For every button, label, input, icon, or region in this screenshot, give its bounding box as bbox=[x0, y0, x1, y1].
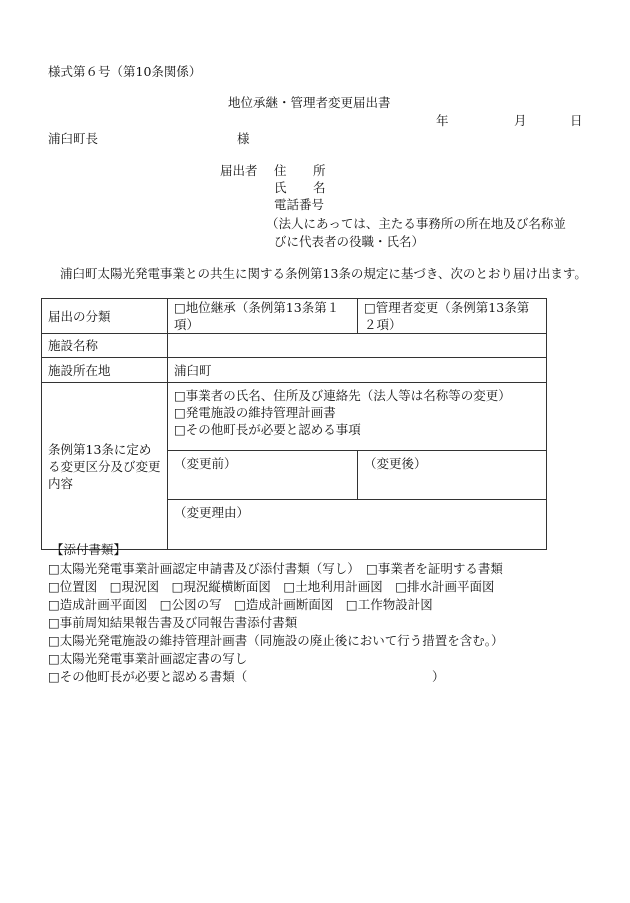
attachment-line-1[interactable]: □太陽光発電事業計画認定申請書及び添付書類（写し） □事業者を証明する書類 bbox=[48, 561, 503, 576]
addressee bbox=[48, 131, 250, 146]
table-row bbox=[42, 299, 547, 334]
document-title: 地位承継・管理者変更届出書 bbox=[228, 95, 391, 110]
addressee-name: 浦臼町長 bbox=[48, 131, 99, 146]
before-change-field[interactable] bbox=[168, 451, 358, 500]
change-item-operator-info-checkbox[interactable]: □事業者の氏名、住所及び連絡先（法人等は名称等の変更） bbox=[174, 388, 511, 403]
table-row bbox=[42, 383, 547, 451]
attachment-line-2[interactable]: □位置図 □現況図 □現況縦横断面図 □土地利用計画図 □排水計画平面図 bbox=[48, 579, 495, 594]
row-label-facility-name: 施設名称 bbox=[42, 334, 168, 358]
attachment-line-3[interactable]: □造成計画平面図 □公図の写 □造成計画断面図 □工作物設計図 bbox=[48, 597, 433, 612]
day-label: 日 bbox=[570, 113, 583, 128]
option-manager-change-checkbox[interactable]: □管理者変更（条例第13条第２項） bbox=[358, 299, 547, 334]
attachment-line-7[interactable] bbox=[48, 668, 445, 686]
facility-location-field[interactable]: 浦臼町 bbox=[168, 358, 547, 383]
option-succession-checkbox[interactable]: □地位継承（条例第13条第１項） bbox=[168, 299, 358, 334]
notifier-address-label: 住 所 bbox=[274, 163, 326, 178]
notification-form-table bbox=[41, 298, 547, 550]
change-category-options bbox=[168, 383, 547, 451]
change-item-other-checkbox[interactable]: □その他町長が必要と認める事項 bbox=[174, 422, 361, 437]
notifier-name-label: 氏 名 bbox=[274, 180, 326, 195]
corporate-note-line-1: （法人にあっては、主たる事務所の所在地及び名称並 bbox=[266, 216, 566, 231]
after-change-field[interactable] bbox=[358, 451, 547, 500]
change-reason-label: （変更理由） bbox=[174, 505, 250, 520]
row-label-facility-location: 施設所在地 bbox=[42, 358, 168, 383]
addressee-honorific: 様 bbox=[237, 131, 250, 146]
before-change-label: （変更前） bbox=[174, 456, 237, 471]
notifier-phone-label: 電話番号 bbox=[274, 197, 325, 212]
body-paragraph: 浦臼町太陽光発電事業との共生に関する条例第13条の規定に基づき、次のとおり届け出ます。 bbox=[60, 266, 587, 281]
table-row bbox=[42, 334, 547, 358]
attachments-heading: 【添付書類】 bbox=[51, 542, 127, 557]
change-item-maintenance-plan-checkbox[interactable]: □発電施設の維持管理計画書 bbox=[174, 405, 336, 420]
attachment-line-4[interactable]: □事前周知結果報告書及び同報告書添付書類 bbox=[48, 615, 298, 630]
month-label: 月 bbox=[514, 113, 527, 128]
notifier-heading: 届出者 bbox=[220, 163, 258, 178]
form-number-label: 様式第６号（第10条関係） bbox=[48, 64, 202, 79]
row-label-classification: 届出の分類 bbox=[42, 299, 168, 334]
corporate-note bbox=[266, 215, 586, 251]
facility-name-field[interactable] bbox=[168, 334, 547, 358]
after-change-label: （変更後） bbox=[364, 456, 427, 471]
change-reason-field[interactable] bbox=[168, 500, 547, 550]
table-row bbox=[42, 358, 547, 383]
attachment-line-5[interactable]: □太陽光発電施設の維持管理計画書（同施設の廃止後において行う措置を含む。） bbox=[48, 633, 504, 648]
attachment-line-6[interactable]: □太陽光発電事業計画認定書の写し bbox=[48, 651, 248, 666]
attachment-line-7-text: □その他町長が必要と認める書類（ bbox=[48, 669, 248, 684]
attachment-closing-paren: ） bbox=[432, 669, 445, 684]
corporate-note-line-2: びに代表者の役職・氏名） bbox=[274, 234, 425, 249]
row-label-change-category: 条例第13条に定める変更区分及び変更内容 bbox=[42, 383, 168, 550]
year-label: 年 bbox=[436, 113, 449, 128]
